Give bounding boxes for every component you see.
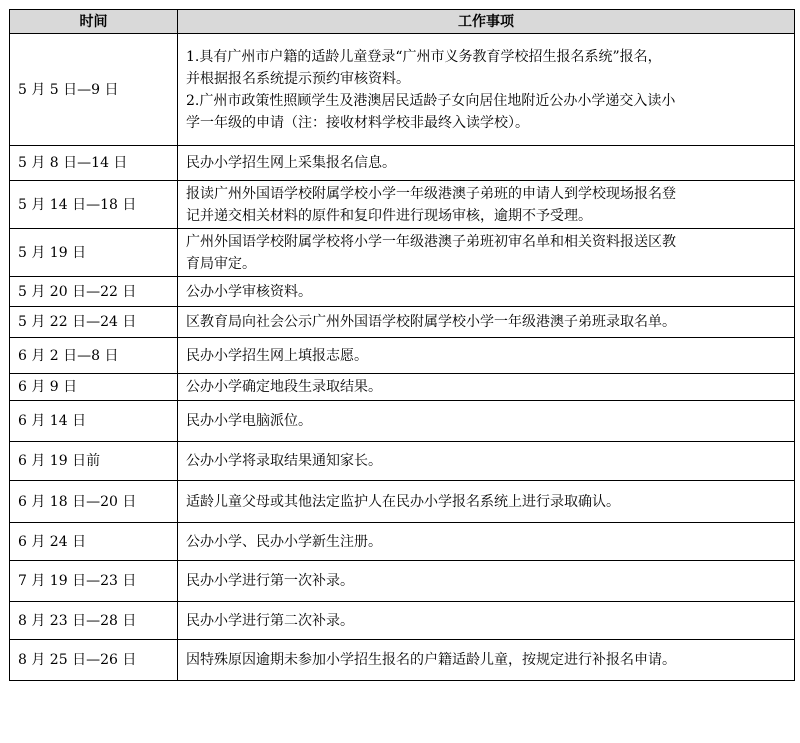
- row-item-line: 育局审定。: [186, 255, 256, 272]
- row-item-line: 民办小学招生网上采集报名信息。: [186, 155, 396, 171]
- row-items: [178, 561, 795, 602]
- row-items: [178, 523, 795, 561]
- table-row: [10, 481, 795, 523]
- row-item-line: 1.具有广州市户籍的适龄儿童登录“广州市义务教育学校招生报名系统”报名，: [186, 48, 662, 65]
- table-row: [10, 277, 795, 307]
- row-time: 5 月 22 日—24 日: [10, 307, 178, 338]
- row-item-line: 公办小学确定地段生录取结果。: [186, 379, 382, 395]
- row-item-line: 2.广州市政策性照顾学生及港澳居民适龄子女向居住地附近公办小学递交入读小: [186, 92, 676, 109]
- row-time: 5 月 19 日: [10, 229, 178, 277]
- row-items: [178, 34, 795, 146]
- header-items: 工作事项: [178, 10, 795, 34]
- header-time: 时间: [10, 10, 178, 34]
- row-item-line: 并根据报名系统提示预约审核资料。: [186, 70, 410, 87]
- row-item-line: 民办小学电脑派位。: [186, 413, 312, 429]
- table-row: [10, 307, 795, 338]
- row-time: 8 月 25 日—26 日: [10, 640, 178, 681]
- row-items: [178, 401, 795, 442]
- row-time: 8 月 23 日—28 日: [10, 602, 178, 640]
- row-item-line: 民办小学进行第二次补录。: [186, 612, 354, 629]
- row-item-line: 因特殊原因逾期未参加小学招生报名的户籍适龄儿童，按规定进行补报名申请。: [186, 652, 676, 668]
- row-items: [178, 307, 795, 338]
- row-item-line: 公办小学将录取结果通知家长。: [186, 453, 382, 469]
- table-row: [10, 401, 795, 442]
- row-item-line: 民办小学进行第一次补录。: [186, 573, 354, 589]
- row-time: 6 月 18 日—20 日: [10, 481, 178, 523]
- table-row: [10, 229, 795, 277]
- row-time: 5 月 20 日—22 日: [10, 277, 178, 307]
- row-items: [178, 374, 795, 401]
- table-row: [10, 523, 795, 561]
- table-row: [10, 338, 795, 374]
- row-items: [178, 229, 795, 277]
- row-time: 6 月 19 日前: [10, 442, 178, 481]
- row-time: 6 月 2 日—8 日: [10, 338, 178, 374]
- row-time: 5 月 5 日—9 日: [10, 34, 178, 146]
- row-items: [178, 602, 795, 640]
- table-row: [10, 146, 795, 181]
- row-time: 6 月 24 日: [10, 523, 178, 561]
- table-row: [10, 181, 795, 229]
- row-time: 5 月 8 日—14 日: [10, 146, 178, 181]
- row-time: 7 月 19 日—23 日: [10, 561, 178, 602]
- row-time: 6 月 14 日: [10, 401, 178, 442]
- row-item-line: 适龄儿童父母或其他法定监护人在民办小学报名系统上进行录取确认。: [186, 493, 620, 510]
- row-items: [178, 277, 795, 307]
- row-items: [178, 146, 795, 181]
- row-item-line: 记并递交相关材料的原件和复印件进行现场审核，逾期不予受理。: [186, 207, 592, 224]
- table-row: [10, 602, 795, 640]
- row-item-line: 公办小学审核资料。: [186, 283, 312, 300]
- table-row: [10, 561, 795, 602]
- row-items: [178, 481, 795, 523]
- table-row: [10, 34, 795, 146]
- row-item-line: 广州外国语学校附属学校将小学一年级港澳子弟班初审名单和相关资料报送区教: [186, 233, 676, 250]
- row-time: 6 月 9 日: [10, 374, 178, 401]
- row-item-line: 民办小学招生网上填报志愿。: [186, 347, 368, 364]
- row-items: [178, 338, 795, 374]
- schedule-table: [9, 9, 795, 681]
- row-items: [178, 181, 795, 229]
- row-item-line: 公办小学、民办小学新生注册。: [186, 533, 382, 550]
- table-row: [10, 640, 795, 681]
- row-items: [178, 442, 795, 481]
- header-row: [10, 10, 795, 34]
- row-time: 5 月 14 日—18 日: [10, 181, 178, 229]
- row-item-line: 区教育局向社会公示广州外国语学校附属学校小学一年级港澳子弟班录取名单。: [186, 314, 676, 330]
- row-item-line: 报读广州外国语学校附属学校小学一年级港澳子弟班的申请人到学校现场报名登: [186, 185, 676, 202]
- table-row: [10, 442, 795, 481]
- table-row: [10, 374, 795, 401]
- row-items: [178, 640, 795, 681]
- row-item-line: 学一年级的申请（注：接收材料学校非最终入读学校）。: [186, 114, 529, 131]
